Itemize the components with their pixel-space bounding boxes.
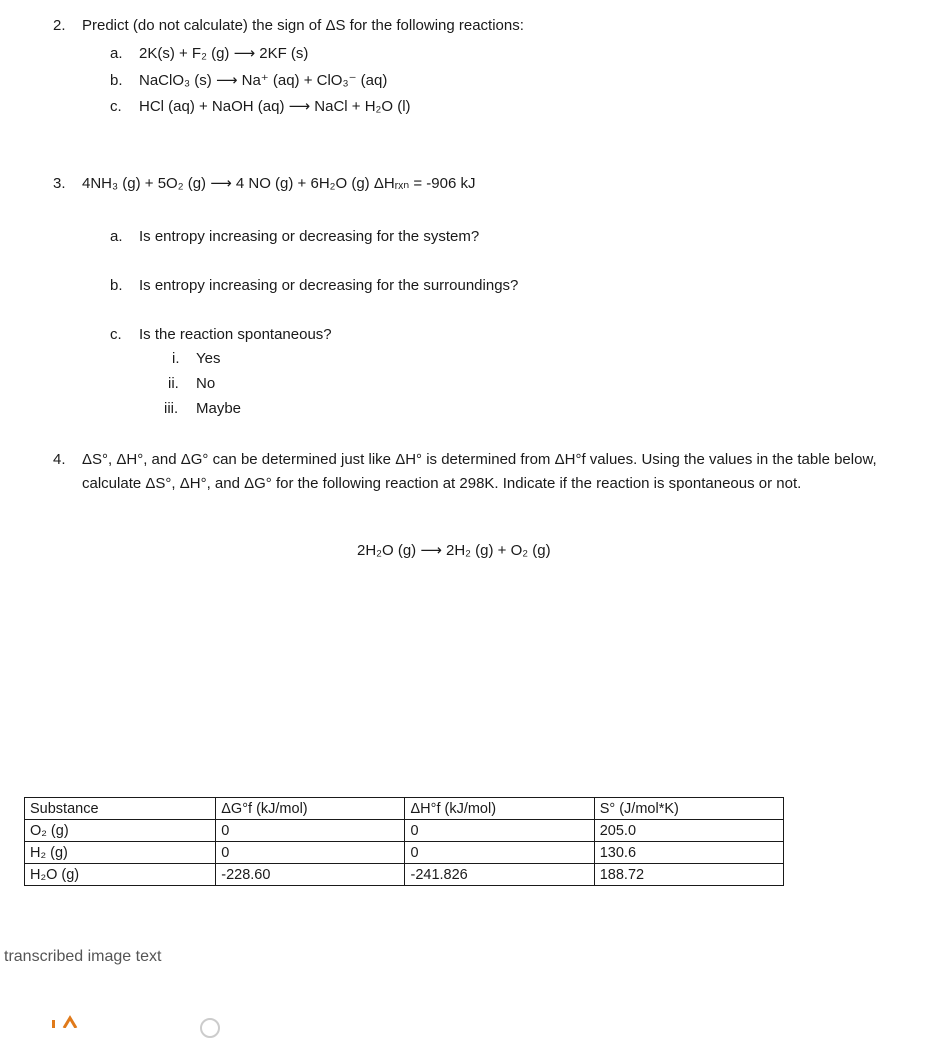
table-cell: 0 (405, 820, 594, 842)
table-cell: 188.72 (594, 864, 783, 886)
table-cell: 0 (216, 842, 405, 864)
q2-item-a-text: 2K(s) + F₂ (g) ⟶ 2KF (s) (139, 45, 309, 62)
table-header-cell: ΔG°f (kJ/mol) (216, 798, 405, 820)
q3-option-iii-text: Maybe (196, 400, 242, 417)
q4-prompt: ΔS°, ΔH°, and ΔG° can be determined just like ΔH° is determined from ΔH°f values. Using the values in the table below, calculate ΔS°, ΔH°, and ΔG° for the following reaction at 298K. Indicate if the reaction is spontaneous or not. (82, 451, 877, 492)
q2-item-c-text: HCl (aq) + NaOH (aq) ⟶ NaCl + H₂O (l) (139, 98, 411, 115)
q3-option-i-label: i. (172, 350, 180, 367)
table-header-cell: ΔH°f (kJ/mol) (405, 798, 594, 820)
table-row (25, 820, 784, 842)
q3-item-b-text: Is entropy increasing or decreasing for the surroundings? (139, 277, 519, 294)
q3-item-c-text: Is the reaction spontaneous? (139, 326, 332, 343)
q2-number: 2. (53, 17, 66, 34)
q3-item-c-label: c. (110, 326, 122, 343)
thermo-data-table (24, 797, 784, 886)
q3-item-a-label: a. (110, 228, 123, 245)
q2-item-a-label: a. (110, 45, 123, 62)
q4-number: 4. (53, 451, 66, 468)
table-header-cell: Substance (25, 798, 216, 820)
table-cell: H₂ (g) (25, 842, 216, 864)
transcribed-text-caption: transcribed image text (4, 948, 162, 965)
q3-option-i-text: Yes (196, 350, 221, 367)
table-cell: 0 (405, 842, 594, 864)
table-cell: H₂O (g) (25, 864, 216, 886)
table-header-cell: S° (J/mol*K) (594, 798, 783, 820)
q3-number: 3. (53, 175, 66, 192)
table-cell: O₂ (g) (25, 820, 216, 842)
table-row (25, 842, 784, 864)
table-row (25, 864, 784, 886)
q2-item-b-text: NaClO₃ (s) ⟶ Na⁺ (aq) + ClO₃⁻ (aq) (139, 72, 388, 89)
brand-logo-icon (50, 1014, 86, 1028)
table-header-row (25, 798, 784, 820)
circle-icon (200, 1018, 220, 1038)
q2-item-b-label: b. (110, 72, 123, 89)
q3-item-b-label: b. (110, 277, 123, 294)
q3-reaction: 4NH₃ (g) + 5O₂ (g) ⟶ 4 NO (g) + 6H₂O (g) ΔHᵣₓₙ = -906 kJ (82, 175, 476, 192)
q3-option-ii-text: No (196, 375, 216, 392)
q3-item-a-text: Is entropy increasing or decreasing for the system? (139, 228, 480, 245)
q3-option-ii-label: ii. (168, 375, 179, 392)
table-cell: 130.6 (594, 842, 783, 864)
q2-prompt: Predict (do not calculate) the sign of ΔS for the following reactions: (82, 17, 524, 34)
table-cell: -228.60 (216, 864, 405, 886)
table-cell: -241.826 (405, 864, 594, 886)
q3-option-iii-label: iii. (164, 400, 179, 417)
table-cell: 0 (216, 820, 405, 842)
q2-item-c-label: c. (110, 98, 122, 115)
q4-reaction: 2H₂O (g) ⟶ 2H₂ (g) + O₂ (g) (357, 542, 551, 559)
table-cell: 205.0 (594, 820, 783, 842)
